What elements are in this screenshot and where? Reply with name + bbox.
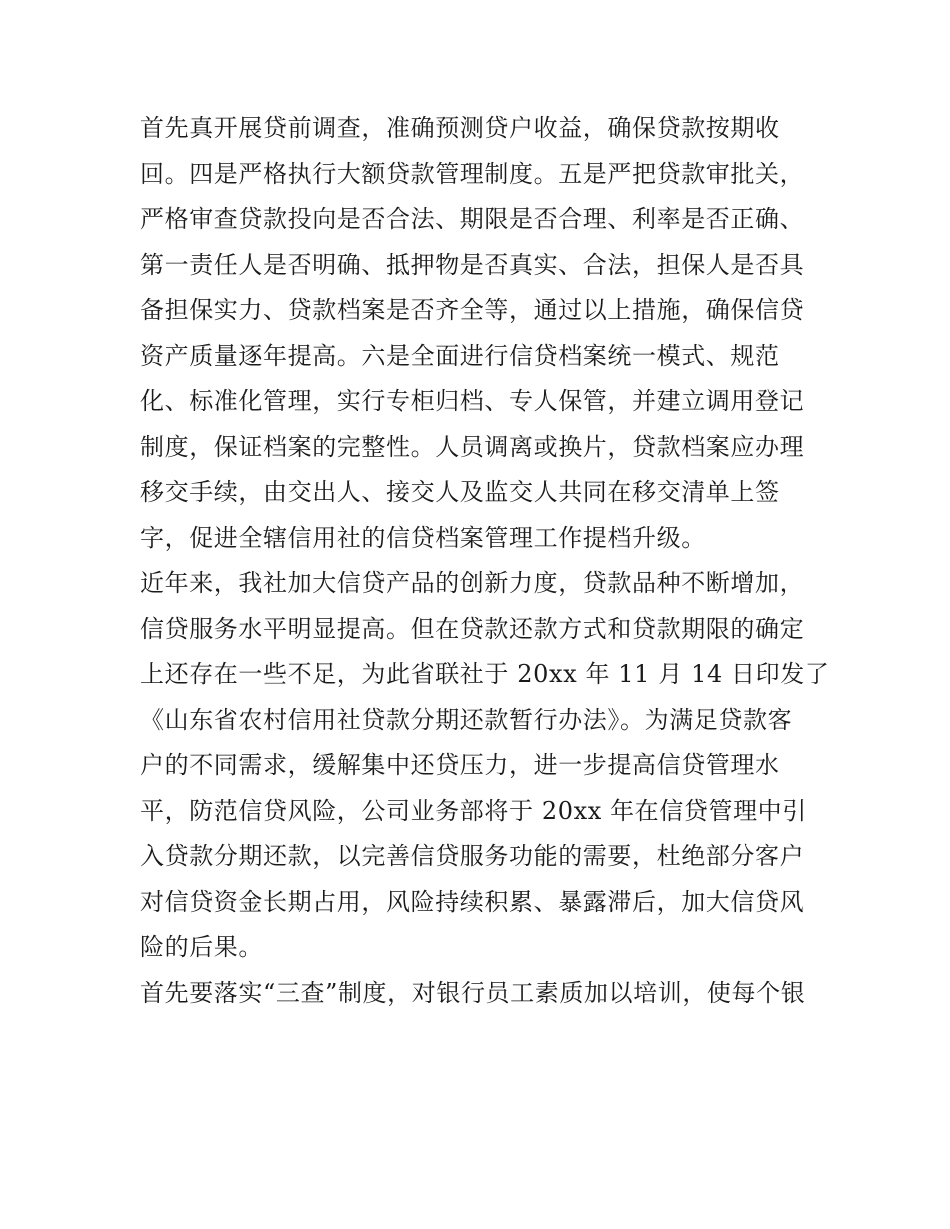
text-line: 险的后果。 [140,933,263,961]
text-line: 近年来，我社加大信贷产品的创新力度，贷款品种不断增加， [140,569,805,597]
text-line: 移交手续，由交出人、接交人及监交人共同在移交清单上签 [140,478,780,506]
text-line: 备担保实力、贷款档案是否齐全等，通过以上措施，确保信贷 [140,296,805,324]
text-line: 平，防范信贷风险，公司业务部将于 20xx 年在信贷管理中引 [140,796,807,825]
paragraph-2 [140,561,830,971]
paragraph-1 [140,106,820,561]
text-line: 第一责任人是否明确、抵押物是否真实、合法，担保人是否具 [140,250,805,279]
text-line: 化、标准化管理，实行专柜归档、专人保管，并建立调用登记 [140,387,805,415]
text-line: 字，促进全辖信用社的信贷档案管理工作提档升级。 [140,523,706,552]
text-line: 《山东省农村信用社贷款分期还款暂行办法》。为满足贷款客 [140,705,793,734]
text-line: 上还存在一些不足，为此省联社于 20xx 年 11 月 14 日印发了 [140,660,830,688]
document-body [140,106,830,1016]
text-line: 信贷服务水平明显提高。但在贷款还款方式和贷款期限的确定 [140,614,805,643]
text-line: 户的不同需求，缓解集中还贷压力，进一步提高信贷管理水 [140,751,780,779]
text-line: 首先真开展贷前调查，准确预测贷户收益，确保贷款按期收 [140,114,780,142]
text-line: 资产质量逐年提高。六是全面进行信贷档案统一模式、规范 [140,341,780,370]
text-line: 首先要落实“三查”制度，对银行员工素质加以培训，使每个银 [140,978,806,1007]
paragraph-3 [140,971,820,1017]
text-line: 制度，保证档案的完整性。人员调离或换片，贷款档案应办理 [140,432,805,461]
text-line: 回。四是严格执行大额贷款管理制度。五是严把贷款审批关， [140,159,805,188]
text-line: 严格审查贷款投向是否合法、期限是否合理、利率是否正确、 [140,205,805,233]
text-line: 入贷款分期还款，以完善信贷服务功能的需要，杜绝部分客户 [140,842,805,870]
text-line: 对信贷资金长期占用，风险持续积累、暴露滞后，加大信贷风 [140,887,805,916]
